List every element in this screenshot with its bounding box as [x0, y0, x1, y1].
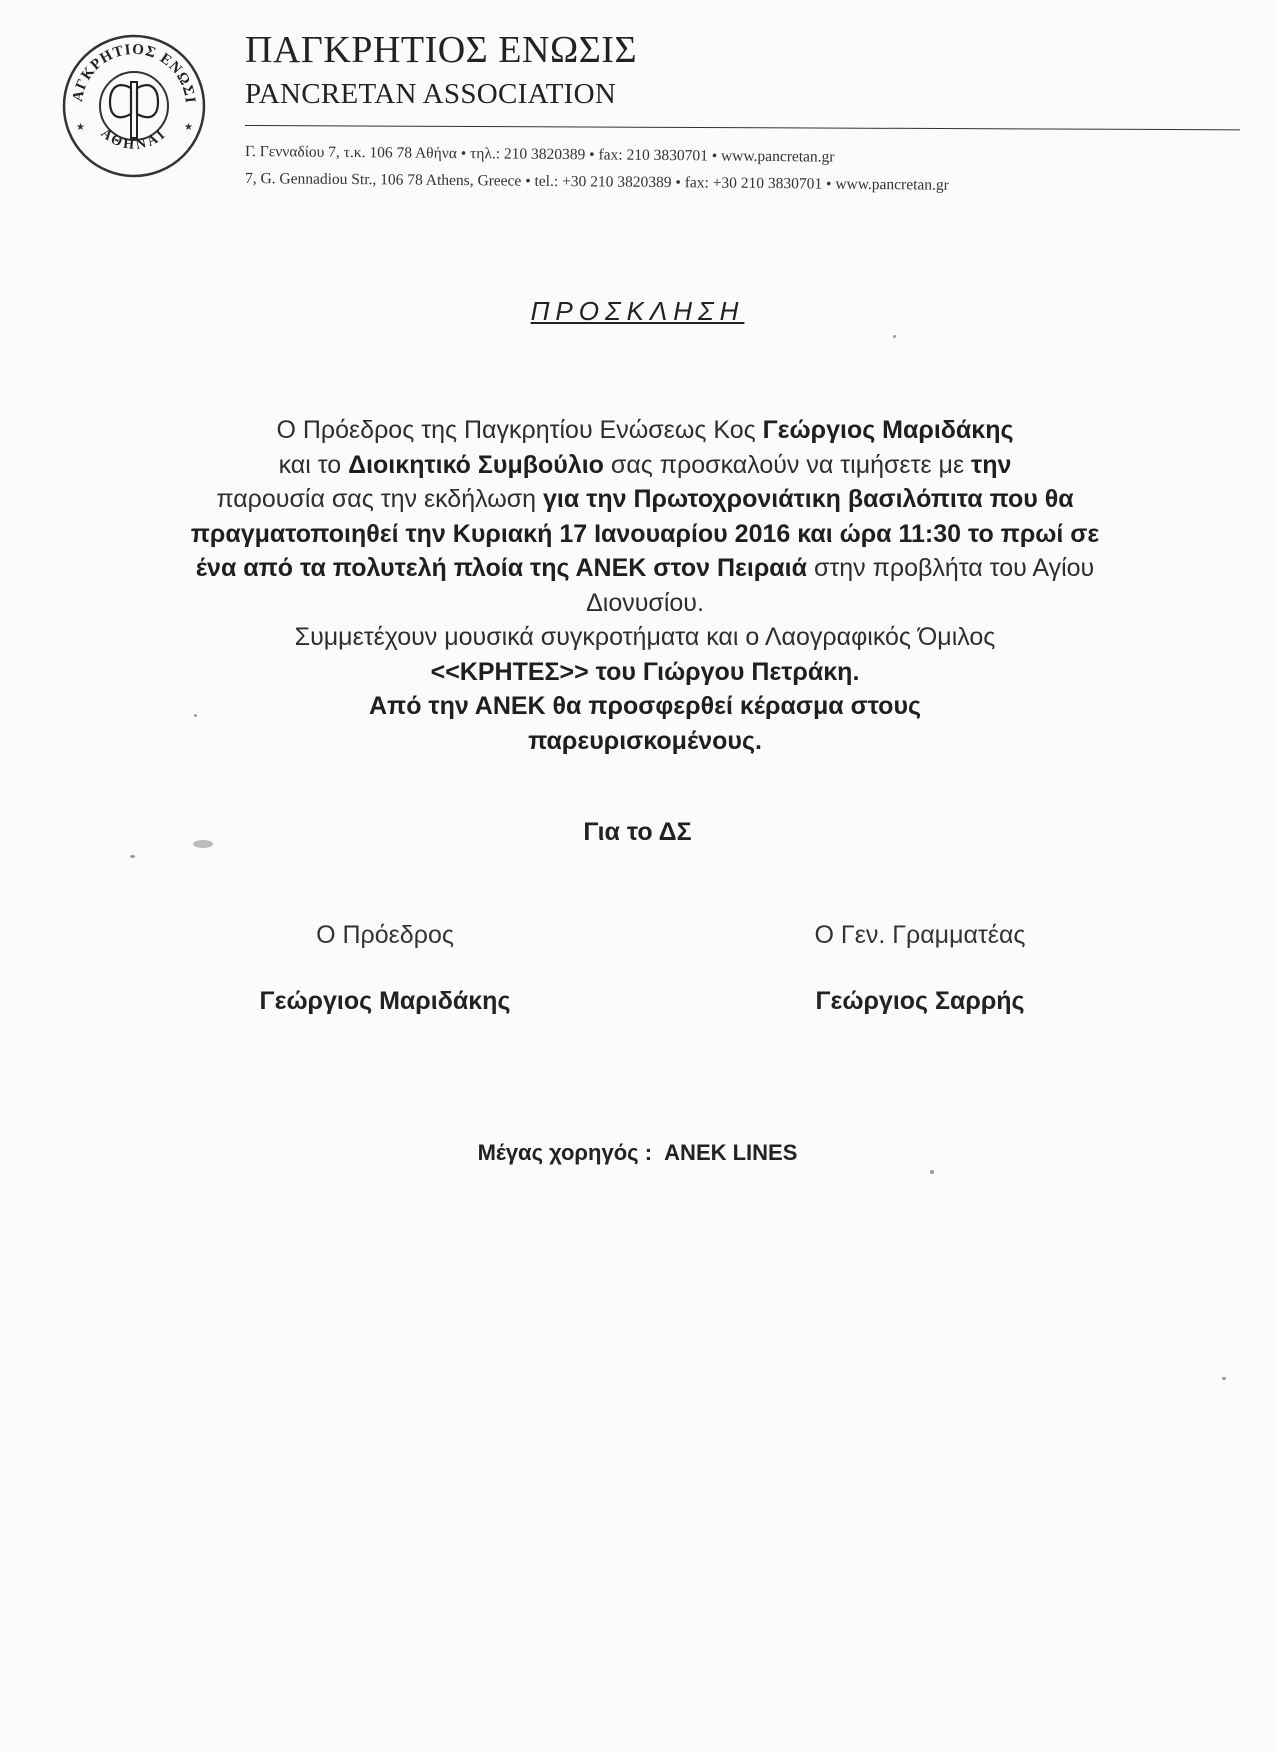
board-name: Διοικητικό Συμβούλιο [348, 450, 604, 479]
sponsor-line [0, 1140, 1275, 1166]
scan-speck [930, 1170, 934, 1174]
event-details: για την Πρωτοχρονιάτικη βασιλόπιτα που θα πραγματοποιηθεί την Κυριακή 17 Ιανουαρίου 2016 και ώρα 11:30 το πρωί σε ένα από τα πολυτελή πλοία της ΑΝΕΚ στον Πειραιά [190, 485, 1100, 582]
scan-speck [1222, 1377, 1226, 1380]
body-text: σας προσκαλούν να τιμήσετε με [603, 450, 972, 479]
body-text: Συμμετέχουν μουσικά συγκροτήματα και ο Λαογραφικός Όμιλος [294, 623, 996, 651]
association-seal [60, 32, 208, 180]
secretary-signature-name: Γεώργιος Σαρρής [815, 987, 1025, 1015]
svg-text:★: ★ [184, 122, 193, 133]
closing-line: Για το ΔΣ [583, 818, 692, 846]
svg-text:ΑΘΗΝΑΙ [98, 126, 170, 153]
scan-speck [193, 840, 213, 848]
president-title: Ο Πρόεδρος [316, 921, 454, 949]
president-name: Γεώργιος Μαριδάκης [762, 416, 1014, 444]
organization-name-greek: ΠΑΓΚΡΗΤΙΟΣ ΕΝΩΣΙΣ [245, 29, 638, 71]
body-text: την [971, 450, 1012, 479]
body-text: Ο Πρόεδρος της Παγκρητίου Ενώσεως Κος [276, 416, 763, 444]
seal-top-text: ΑΓΚΡΗΤΙΟΣ ΕΝΩΣΙ [70, 41, 199, 105]
folklore-group: <<ΚΡΗΤΕΣ>> του Γιώργου Πετράκη. [430, 657, 860, 686]
body-text: και το [278, 450, 349, 479]
scan-speck [130, 855, 135, 858]
svg-text:★: ★ [76, 122, 85, 133]
scan-speck [893, 335, 896, 338]
invitation-body [190, 413, 1100, 758]
document-title: ΠΡΟΣΚΛΗΣΗ [530, 296, 745, 326]
refreshment-note: Από την ΑΝΕΚ θα προσφερθεί κέρασμα στους παρευρισκομένους. [369, 692, 921, 755]
scan-speck [194, 714, 197, 717]
body-text: στην προβλήτα του Αγίου Διονυσίου. [586, 554, 1095, 617]
body-text: παρουσία σας την εκδήλωση [216, 485, 544, 513]
letterhead-divider [245, 125, 1240, 130]
address-greek: Γ. Γενναδίου 7, τ.κ. 106 78 Αθήνα • τηλ.: 210 3820389 • fax: 210 3830701 • www.pancretan.gr [244, 143, 835, 166]
seal-bottom-text: ΑΘΗΝΑΙ [97, 125, 171, 154]
address-english: 7, G. Gennadiou Str., 106 78 Athens, Greece • tel.: +30 210 3820389 • fax: +30 210 3830701 • www.pancretan.gr [244, 170, 949, 194]
sponsor-label: Μέγας χορηγός : [477, 1140, 653, 1165]
svg-text:ΠΑΓΚΡΗΤΙΟΣ ΕΝΩΣΙΣ [60, 32, 198, 105]
president-signature-name: Γεώργιος Μαριδάκης [259, 987, 511, 1015]
secretary-title: Ο Γεν. Γραμματέας [814, 921, 1026, 949]
organization-name-english: PANCRETAN ASSOCIATION [245, 78, 617, 110]
sponsor-name: ANEK LINES [664, 1140, 798, 1165]
